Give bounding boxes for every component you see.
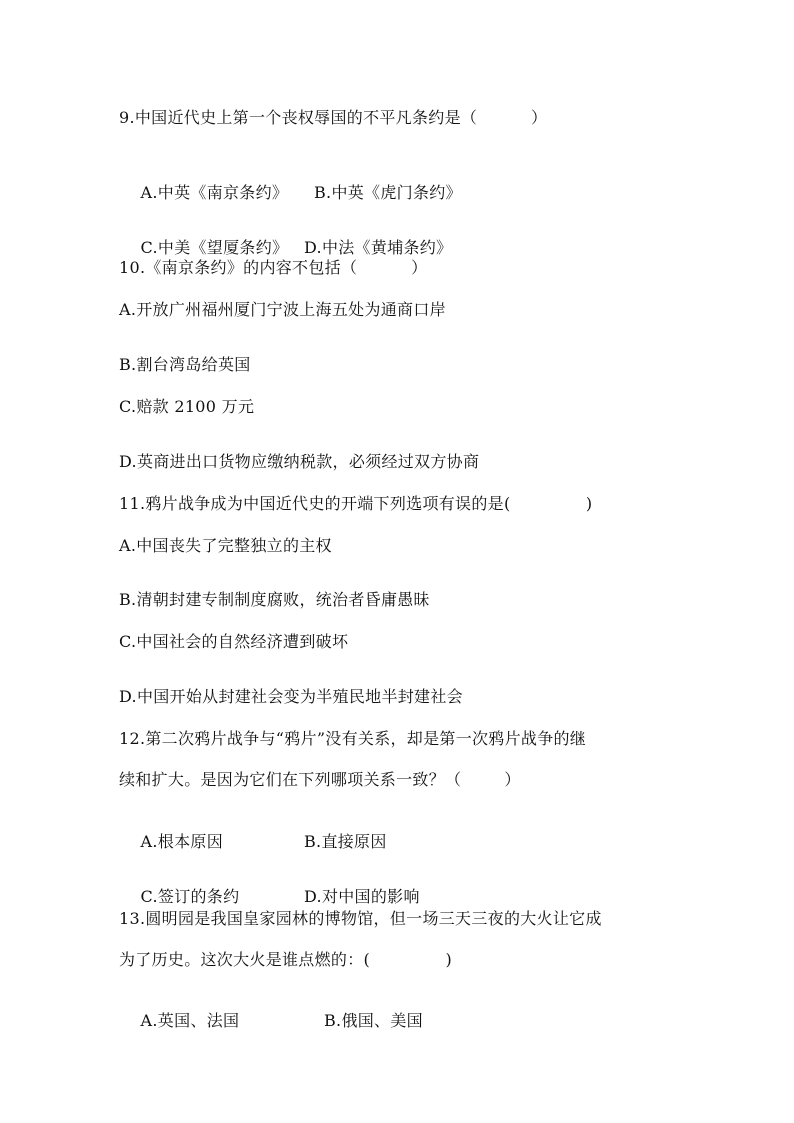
question-12-options-row-1 — [119, 812, 387, 872]
question-9-option-c: C.中美《望厦条约》 — [140, 238, 289, 257]
question-13-options-row-1 — [119, 991, 423, 1051]
question-13-stem-line-2: 为了历史。这次大火是谁点燃的：( ) — [119, 950, 452, 969]
question-9-option-a: A.中英《南京条约》 — [140, 183, 289, 202]
question-11-stem: 11.鸦片战争成为中国近代史的开端下列选项有误的是( ) — [119, 494, 593, 513]
question-12-stem-line-1: 12.第二次鸦片战争与“鸦片”没有关系，却是第一次鸦片战争的继 — [119, 729, 587, 748]
question-12-option-a: A.根本原因 — [140, 832, 223, 851]
question-13-option-b: B.俄国、美国 — [324, 1011, 423, 1030]
question-11-option-a: A.中国丧失了完整独立的主权 — [119, 536, 332, 555]
question-11-option-d: D.中国开始从封建社会变为半殖民地半封建社会 — [119, 687, 463, 706]
question-10-option-d: D.英商进出口货物应缴纳税款，必须经过双方协商 — [119, 452, 480, 471]
question-13-stem-line-1: 13.圆明园是我国皇家园林的博物馆，但一场三天三夜的大火让它成 — [119, 909, 602, 928]
question-10-stem: 10.《南京条约》的内容不包括（ ） — [119, 258, 428, 277]
question-10-option-b: B.割台湾岛给英国 — [119, 355, 251, 374]
question-12-stem-line-2: 续和扩大。是因为它们在下列哪项关系一致？（ ） — [119, 770, 521, 789]
question-12-option-b: B.直接原因 — [304, 832, 387, 851]
question-9-option-b: B.中英《虎门条约》 — [314, 183, 462, 202]
question-12-option-d: D.对中国的影响 — [304, 887, 420, 906]
question-9-stem: 9.中国近代史上第一个丧权辱国的不平凡条约是（ ） — [119, 108, 548, 127]
question-11-option-b: B.清朝封建专制制度腐败，统治者昏庸愚昧 — [119, 590, 430, 609]
question-12-option-c: C.签订的条约 — [140, 887, 240, 906]
question-10-option-c: C.赔款 2100 万元 — [119, 397, 255, 416]
question-9-options-row-1 — [119, 163, 462, 223]
question-9-option-d: D.中法《黄埔条约》 — [304, 238, 453, 257]
question-10-option-a: A.开放广州福州厦门宁波上海五处为通商口岸 — [119, 300, 446, 319]
question-13-option-a: A.英国、法国 — [140, 1011, 240, 1030]
question-11-option-c: C.中国社会的自然经济遭到破坏 — [119, 632, 349, 651]
